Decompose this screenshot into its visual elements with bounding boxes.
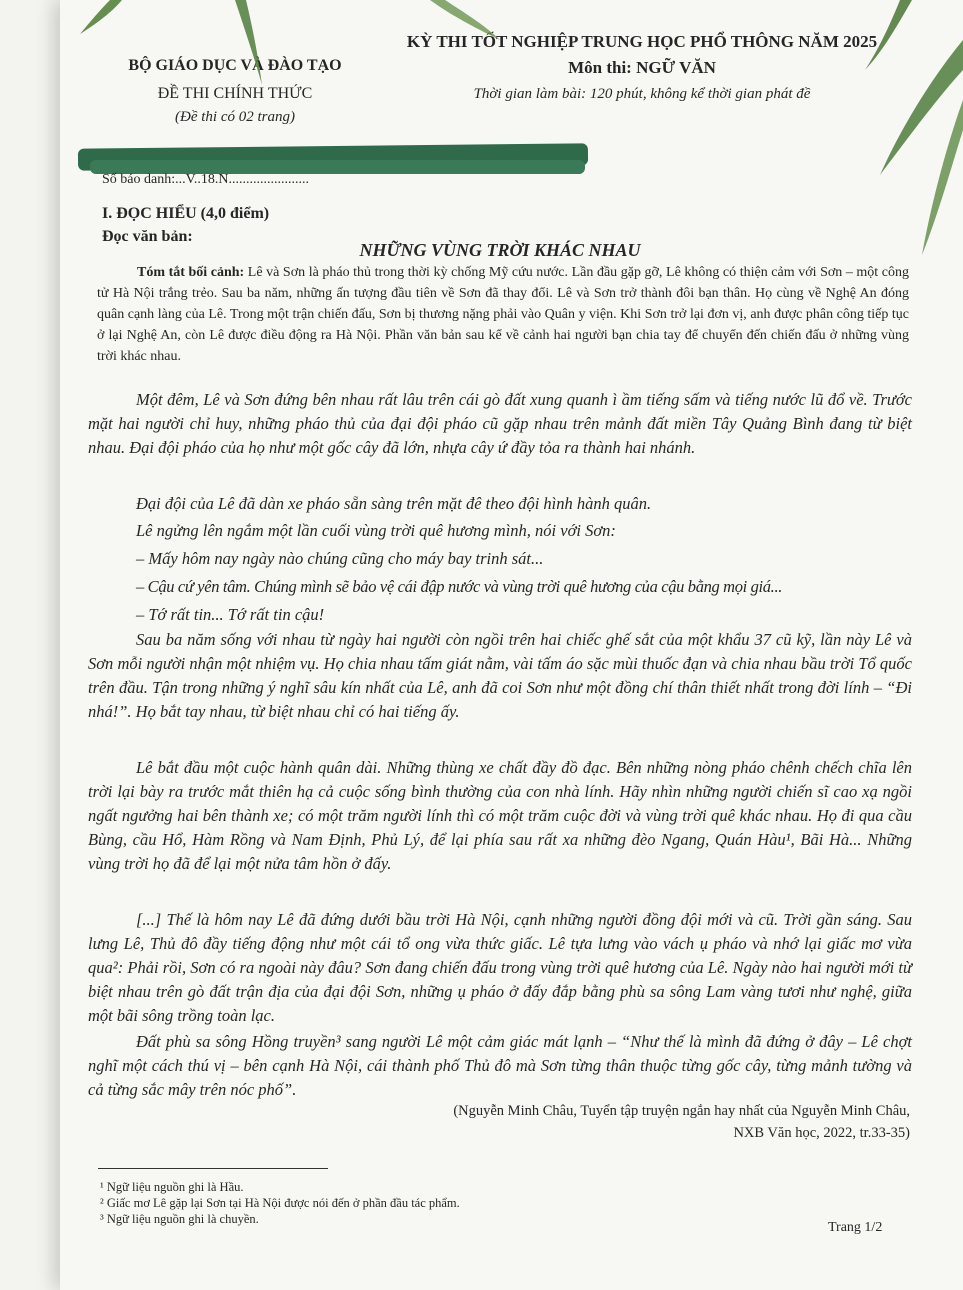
page-number: Trang 1/2	[828, 1220, 883, 1235]
leaf-shape	[80, 0, 122, 34]
paragraph-7: Sau ba năm sống với nhau từ ngày hai người còn ngồi trên hai chiếc ghế sắt của một khẩu 37 cũ kỹ, lần này Lê và Sơn mỗi người nhận một nhiệm vụ. Họ chia nhau tấm giát nằm, vài tấm áo sặc mùi thuốc đạn và chia nhau bầu trời Tổ quốc trên đầu. Tận trong những ý nghĩ sâu kín nhất của Lê, anh đã coi Sơn như một đồng chí thân thiết nhất trong đời lính – “Đi nhá!”. Họ bắt tay nhau, từ biệt nhau chỉ có hai tiếng ấy.	[88, 630, 912, 721]
subject-label: Môn thi: NGỮ VĂN	[568, 58, 716, 77]
exam-name: KỲ THI TỐT NGHIỆP TRUNG HỌC PHỔ THÔNG NĂM 2025	[406, 32, 878, 51]
paragraph-2: Đại đội của Lê đã dàn xe pháo sẵn sàng trên mặt đê theo đội hình hành quân.	[136, 494, 652, 513]
citation-line-2: NXB Văn học, 2022, tr.33-35)	[733, 1125, 910, 1141]
paragraph-9: [...] Thế là hôm nay Lê đã đứng dưới bầu trời Hà Nội, cạnh những người đồng đội mới và cũ. Trời gần sáng. Sau lưng Lê, Thủ đô đầy tiếng động như một cái tổ ong vừa thức giấc. Lê tựa lưng vào vách ụ pháo và nhớ lại giấc mơ vừa qua²: Phải rồi, Sơn có ra ngoài này đâu? Sơn đang chiến đấu trong vùng trời quê hương của Lê. Ngày nào hai người mới từ biệt nhau trên gò đất trận địa của đại đội Sơn, những ụ pháo ở đấy đắp bằng phù sa sông Lam vàng tươi như nghệ, giữa một bãi sông trồng toàn lạc.	[88, 910, 912, 1025]
footnote-1: ¹ Ngữ liệu nguồn ghi là Hầu.	[100, 1180, 244, 1194]
footnote-3: ³ Ngữ liệu nguồn ghi là chuyền.	[100, 1212, 259, 1226]
leaf-shape	[235, 0, 262, 85]
context-text: Lê và Sơn là pháo thủ trong thời kỳ chống Mỹ cứu nước. Lần đầu gặp gỡ, Lê không có thiện cảm với Sơn – một công tử Hà Nội trắng trẻo. Sau ba năm, những ấn tượng đầu tiên về Sơn đã thay đổi. Lê và Sơn trở thành đôi bạn thân. Họ cùng về Nghệ An đóng quân cạnh làng của Lê. Trong một trận chiến đấu, Sơn bị thương nặng phải vào Quân y viện. Khi Sơn trở lại đơn vị, anh được phân công tiếp tục ở lại Nghệ An, còn Lê được điều động ra Hà Nội. Phần văn bản sau kể về cảnh hai người bạn chia tay để chuyển đến chiến đấu ở những vùng trời khác nhau.	[97, 265, 909, 364]
paragraph-3: Lê ngửng lên ngắm một lần cuối vùng trời quê hương mình, nói với Sơn:	[136, 521, 616, 540]
context-label: Tóm tắt bối cảnh:	[137, 265, 245, 280]
leaf-shape	[922, 100, 963, 255]
official-label: ĐỀ THI CHÍNH THỨC	[157, 85, 313, 102]
paragraph-8: Lê bắt đầu một cuộc hành quân dài. Những thùng xe chất đầy đồ đạc. Bên những nòng pháo chênh chếch chĩa lên trời lại bày ra trước mắt thiên hạ cả cuộc sống bình thường của con nhà lính. Hãy nhìn những người chiến sĩ cao xạ ngồi ngất ngưởng hai bên thành xe; có một trăm người lính thì có một trăm cuộc đời và vùng trời quê khác nhau. Họ đi qua cầu Bùng, cầu Hổ, Hàm Rồng và Nam Định, Phủ Lý, để lại phía sau rất xa những đèo Ngang, Quán Hàu¹, Bãi Hà... Những vùng trời họ đã để lại một nửa tâm hồn ở đấy.	[88, 758, 912, 873]
pages-note: (Đề thi có 02 trang)	[175, 109, 295, 125]
dialogue-2: – Cậu cứ yên tâm. Chúng mình sẽ bảo vệ cái đập nước và vùng trời quê hương của cậu bằng mọi giá...	[136, 577, 783, 596]
paragraph-10: Đất phù sa sông Hồng truyền³ sang người Lê một cảm giác mát lạnh – “Như thế là mình đã đứng ở đây – Lê chợt nghĩ một cách thú vị – bên cạnh Hà Nội, cái thành phố Thủ đô mà Sơn từng thân thuộc từng gốc cây, từng mảnh tường và cả từng sắc mây trên nóc phố”.	[88, 1032, 912, 1099]
paragraph-1: Một đêm, Lê và Sơn đứng bên nhau rất lâu trên cái gò đất xung quanh ì ầm tiếng sấm và tiếng nước lũ đổ về. Trước mặt hai người chỉ huy, những pháo thủ của đại đội pháo cũ gặp nhau trên mảnh đất miền Tây Quảng Bình đang từ biệt nhau. Đại đội pháo của họ như một gốc cây đã lớn, nhựa cây ứ đầy tỏa ra thành hai nhánh.	[88, 390, 912, 457]
dialogue-3: – Tớ rất tin... Tớ rất tin cậu!	[136, 605, 325, 624]
section-heading: I. ĐỌC HIỂU (4,0 điểm)	[102, 205, 270, 222]
passage-title: NHỮNG VÙNG TRỜI KHÁC NHAU	[359, 240, 641, 260]
leaf-shape	[430, 0, 500, 40]
citation-line-1: (Nguyễn Minh Châu, Tuyển tập truyện ngắn hay nhất của Nguyễn Minh Châu,	[453, 1103, 910, 1119]
ministry-name: BỘ GIÁO DỤC VÀ ĐÀO TẠO	[128, 57, 342, 74]
read-label: Đọc văn bản:	[102, 228, 193, 245]
time-note: Thời gian làm bài: 120 phút, không kể thời gian phát đề	[473, 86, 811, 102]
candidate-number: Số báo danh:...V..18.N.......................	[102, 172, 310, 187]
footnote-2: ² Giấc mơ Lê gặp lại Sơn tại Hà Nội được nói đến ở phần đầu tác phẩm.	[100, 1196, 460, 1210]
leaf-shape	[865, 0, 912, 70]
dialogue-1: – Mấy hôm nay ngày nào chúng cũng cho máy bay trinh sát...	[136, 549, 544, 568]
